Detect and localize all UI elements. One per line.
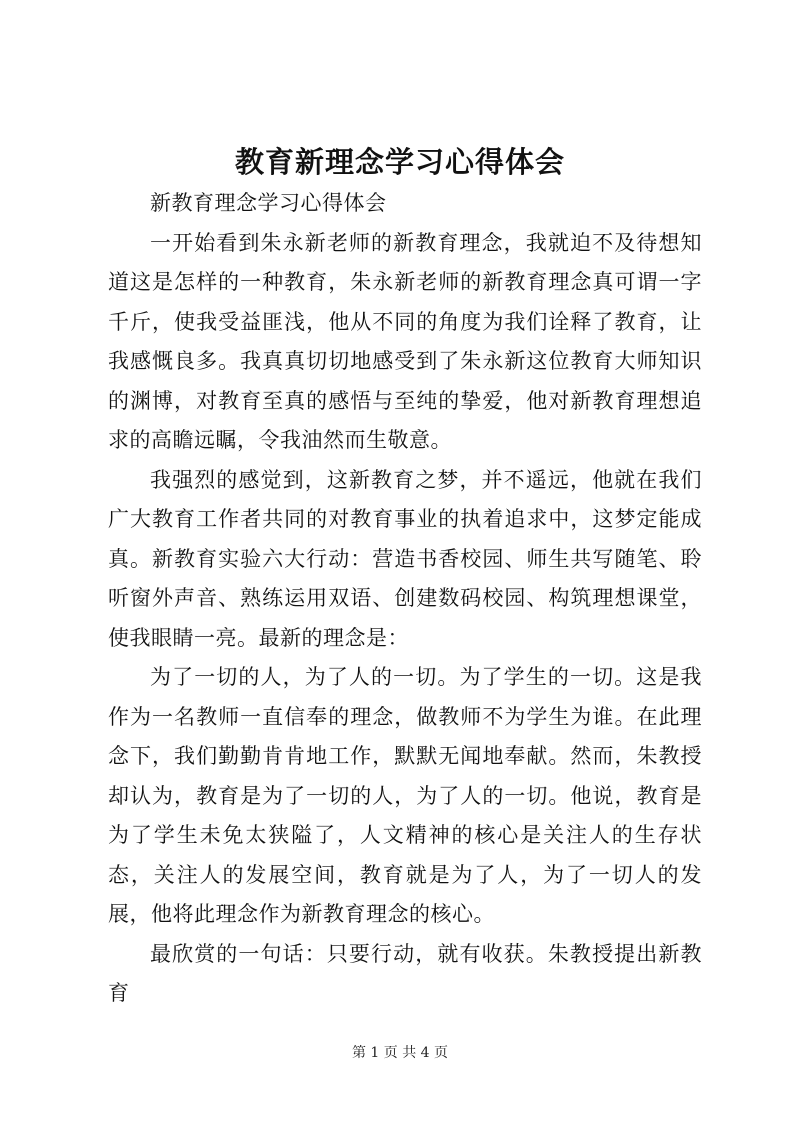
document-body: [108, 184, 702, 1014]
paragraph: 一开始看到朱永新老师的新教育理念，我就迫不及待想知道这是怎样的一种教育，朱永新老师的新教育理念真可谓一字千斤，使我受益匪浅，他从不同的角度为我们诠释了教育，让我感慨良多。我真真切切地感受到了朱永新这位教育大师知识的渊博，对教育至真的感悟与至纯的挚爱，他对新教育理想追求的高瞻远瞩，令我油然而生敬意。: [108, 230, 702, 452]
paragraph: 我强烈的感觉到，这新教育之梦，并不遥远，他就在我们广大教育工作者共同的对教育事业的执着追求中，这梦定能成真。新教育实验六大行动：营造书香校园、师生共写随笔、聆听窗外声音、熟练运用双语、创建数码校园、构筑理想课堂，使我眼睛一亮。最新的理念是：: [108, 467, 702, 650]
document-title: 教育新理念学习心得体会: [234, 145, 565, 179]
paragraph-subtitle: 新教育理念学习心得体会: [150, 191, 387, 215]
paragraph: 为了一切的人，为了人的一切。为了学生的一切。这是我作为一名教师一直信奉的理念，做教师不为学生为谁。在此理念下，我们勤勤肯肯地工作，默默无闻地奉献。然而，朱教授却认为，教育是为了一切的人，为了人的一切。他说，教育是为了学生未免太狭隘了，人文精神的核心是关注人的生存状态，关注人的发展空间，教育就是为了人，为了一切人的发展，他将此理念作为新教育理念的核心。: [108, 665, 702, 926]
paragraph: 最欣赏的一句话：只要行动，就有收获。朱教授提出新教育: [108, 941, 702, 1005]
page-indicator: 第 1 页 共 4 页: [351, 1045, 449, 1061]
